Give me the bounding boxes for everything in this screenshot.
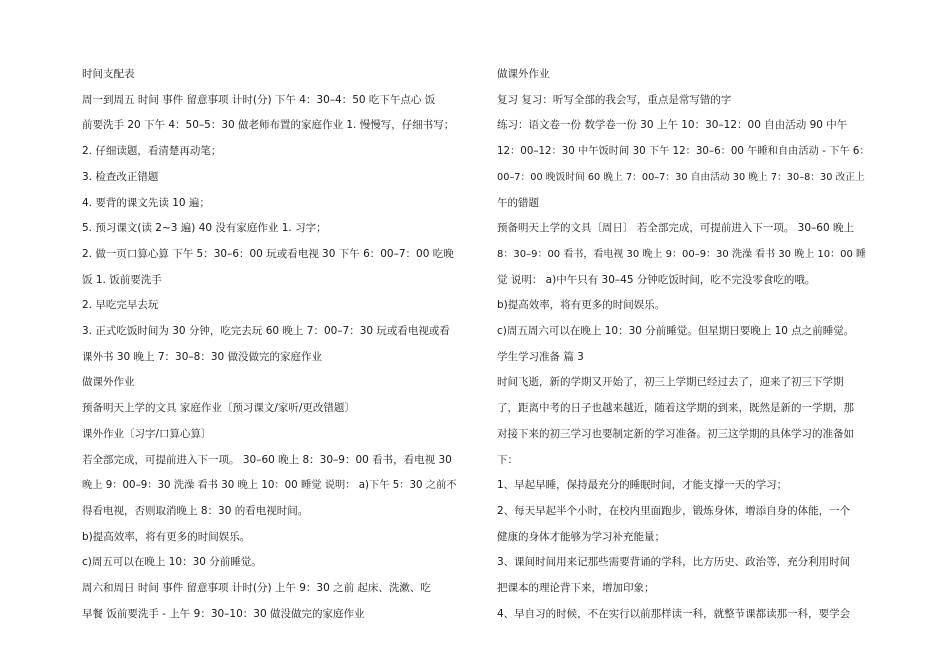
paragraph-line: 晚上 9：00–9：30 洗澡 看书 30 晚上 10：00 睡觉 说明： a)下午 5：30 之前不 [82, 479, 457, 492]
paragraph-line: 午的错题 [497, 196, 539, 209]
paragraph-line: 预备明天上学的文具〔周日〕 若全部完成，可提前进入下一项。 30–60 晚上 [497, 222, 854, 235]
paragraph-line: 做课外作业 [497, 68, 550, 80]
paragraph-line: 对接下来的初三学习也要制定新的学习准备。初三这学期的具体学习的准备如 [497, 427, 854, 440]
paragraph-line: 做课外作业 [82, 376, 135, 389]
paragraph-line: 5. 预习课文(读 2~3 遍) 40 没有家庭作业 1. 习字； [82, 222, 327, 235]
paragraph-line: b)提高效率，将有更多的时间娱乐。 [497, 299, 666, 312]
paragraph-line: 课外作业〔习字/口算心算〕 [82, 427, 212, 440]
paragraph-line: 12：00–12：30 中午饭时间 30 下午 12：30–6：00 午睡和自由活动 - 下午 6： [497, 145, 870, 158]
paragraph-line: 把课本的理论背下来，增加印象； [497, 582, 655, 595]
right-column [490, 62, 872, 627]
paragraph-line: 3、课间时间用来记那些需要背诵的学科，比方历史、政治等，充分利用时间 [497, 556, 851, 569]
paragraph-line: 00–7：00 晚饭时间 60 晚上 7：00–7：30 自由活动 30 晚上 7：30–8：30 改正上 [497, 171, 865, 183]
paragraph-line: 练习：语文卷一份 数学卷一份 30 上午 10：30–12：00 自由活动 90 中午 [497, 119, 848, 132]
paragraph-line: 了，距离中考的日子也越来越近，随着这学期的到来，既然是新的一学期，那 [497, 402, 854, 415]
paragraph-line: 2. 做一页口算心算 下午 5：30–6：00 玩或看电视 30 下午 6：00–7：00 吃晚 [82, 247, 454, 260]
paragraph-line: 8：30–9：00 看书，看电视 30 晚上 9：00–9：30 洗澡 看书 30 晚上 10：00 睡 [497, 248, 867, 260]
paragraph-line: 2. 早吃完早去玩 [82, 299, 159, 312]
paragraph-line: 4. 要背的课文先读 10 遍； [82, 196, 210, 209]
paragraph-line: 2、每天早起半个小时，在校内里面跑步，锻炼身体，增添自身的体能，一个 [497, 504, 851, 517]
paragraph-line: 得看电视，否则取消晚上 8：30 的看电视时间。 [82, 504, 309, 517]
paragraph-line: 周一到周五 时间 事件 留意事项 计时(分) 下午 4：30–4：50 吃下午点心 饭 [82, 93, 436, 106]
paragraph-line: c)周五可以在晚上 10：30 分前睡觉。 [82, 556, 262, 569]
paragraph-line: 时间支配表 [82, 68, 135, 80]
paragraph-line: 课外书 30 晚上 7：30–8：30 做没做完的家庭作业 [82, 350, 323, 363]
paragraph-line: c)周五周六可以在晚上 10：30 分前睡觉。但星期日要晚上 10 点之前睡觉。 [497, 325, 855, 338]
paragraph-line: 3. 检查改正错题 [82, 170, 159, 183]
section-heading: 学生学习准备 篇 3 [497, 350, 584, 363]
left-column [75, 62, 457, 627]
paragraph-line: 早餐 饭前要洗手 - 上午 9：30–10：30 做没做完的家庭作业 [82, 607, 365, 620]
paragraph-line: 复习 复习：听写全部的我会写，重点是常写错的字 [497, 93, 732, 106]
paragraph-line: 4、早自习的时候，不在实行以前那样读一科，就整节课都读那一科，要学会 [497, 607, 851, 620]
paragraph-line: 1、早起早睡，保持最充分的睡眠时间，才能支撑一天的学习； [497, 479, 788, 492]
paragraph-line: 若全部完成，可提前进入下一项。 30–60 晚上 8：30–9：00 看书，看电视 30 [82, 453, 452, 466]
paragraph-line: 时间飞逝，新的学期又开始了，初三上学期已经过去了，迎来了初三下学期 [497, 376, 844, 389]
paragraph-line: 健康的身体才能够为学习补充能量； [497, 530, 665, 543]
paragraph-line: b)提高效率，将有更多的时间娱乐。 [82, 530, 251, 543]
paragraph-line: 饭 1. 饭前要洗手 [82, 273, 162, 286]
paragraph-line: 觉 说明： a)中午只有 30–45 分钟吃饭时间，吃不完没零食吃的哦。 [497, 273, 816, 286]
paragraph-line: 前要洗手 20 下午 4：50–5：30 做老师布置的家庭作业 1. 慢慢写，仔细书写； [82, 119, 455, 132]
paragraph-line: 3. 正式吃饭时间为 30 分钟，吃完去玩 60 晚上 7：00–7：30 玩或看电视或看 [82, 325, 450, 338]
paragraph-line: 周六和周日 时间 事件 留意事项 计时(分) 上午 9：30 之前 起床、洗漱、吃 [82, 582, 431, 595]
paragraph-line: 下： [497, 453, 518, 466]
paragraph-line: 2. 仔细读题，看清楚再动笔； [82, 145, 222, 158]
paragraph-line: 预备明天上学的文具 家庭作业〔预习课文/家听/更改错题〕 [82, 402, 355, 415]
